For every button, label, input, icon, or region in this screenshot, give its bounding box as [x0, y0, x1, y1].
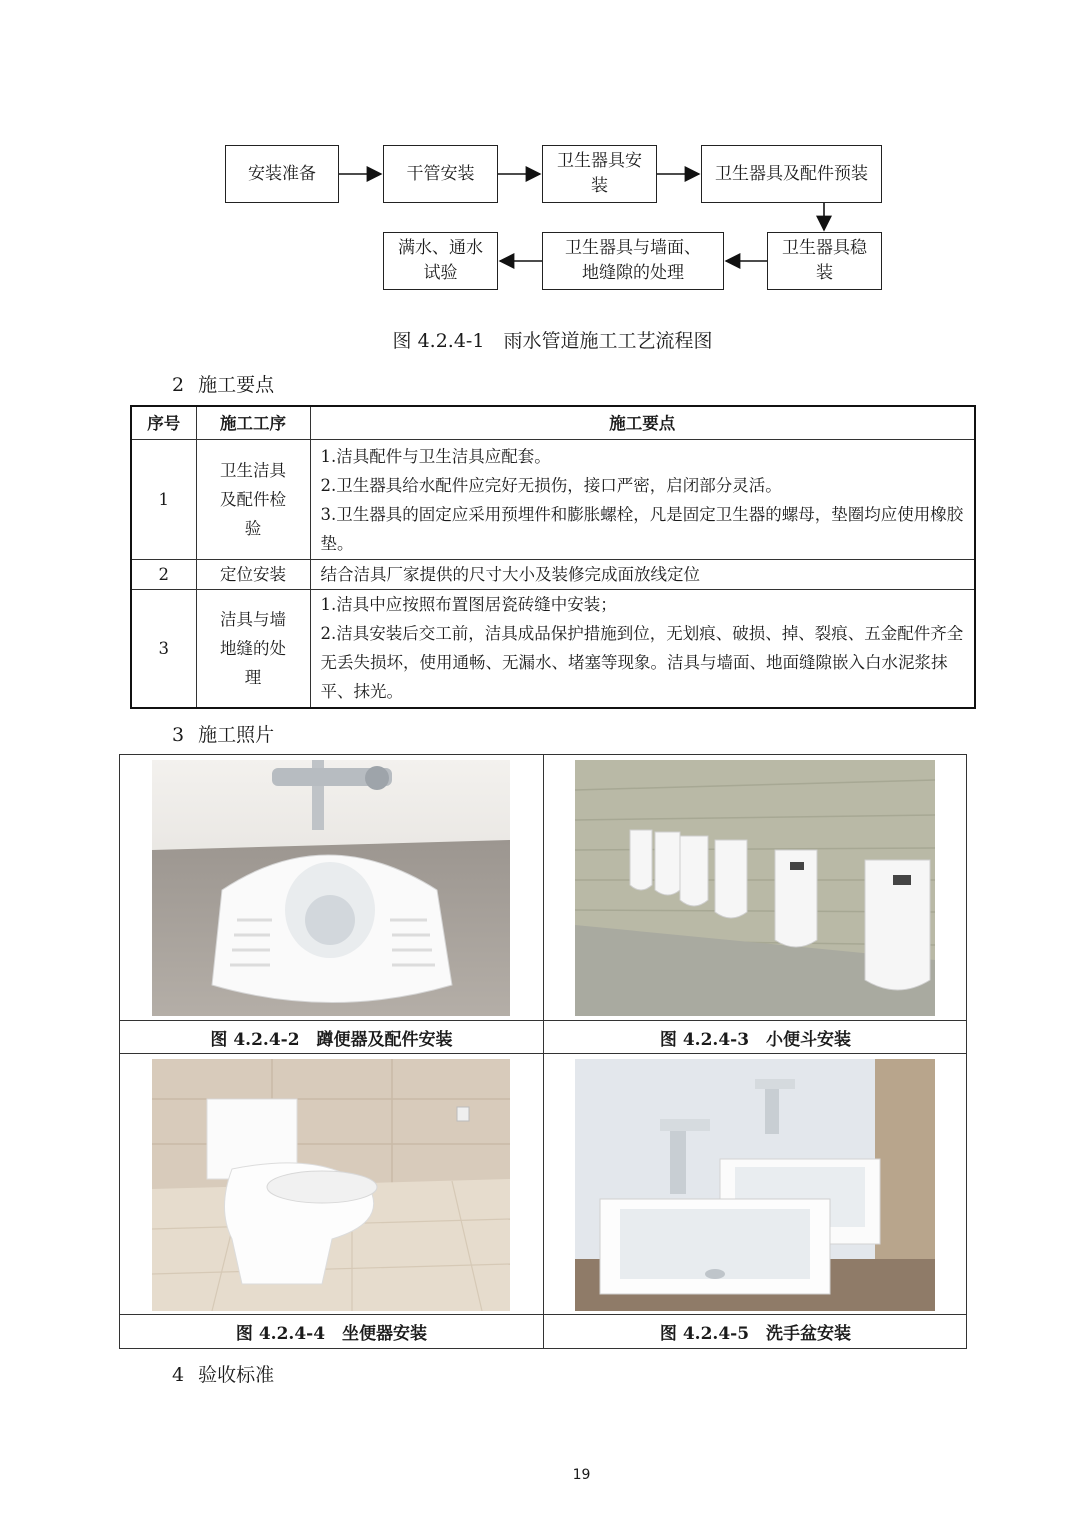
squat-toilet-photo — [152, 760, 510, 1016]
section-number: 4 — [172, 1364, 185, 1386]
flow-step-fixture-set: 卫生器具稳装 — [767, 232, 882, 290]
section-number: 2 — [172, 374, 185, 396]
row-points — [310, 560, 975, 590]
row-no: 1 — [131, 440, 196, 560]
sitting-toilet-photo — [152, 1059, 510, 1311]
flow-step-main-pipe: 干管安装 — [383, 145, 498, 203]
photo-caption: 图 4.2.4-5 洗手盆安装 — [659, 1324, 852, 1344]
point-line: 1.洁具配件与卫生洁具应配套。 — [320, 446, 551, 466]
row-no: 2 — [131, 560, 196, 590]
section-heading-4 — [172, 1360, 274, 1387]
photo-caption: 图 4.2.4-2 蹲便器及配件安装 — [210, 1030, 453, 1050]
page-number: 19 — [572, 1467, 591, 1483]
point-line: 2.洁具安装后交工前，洁具成品保护措施到位，无划痕、破损、掉、裂痕、五金配件齐全无丢失损坏，使用通畅、无漏水、堵塞等现象。洁具与墙面、地面缝隙嵌入白水泥浆抹平、抹光。 — [320, 624, 964, 702]
section-number: 3 — [172, 724, 185, 746]
row-process: 定位安装 — [196, 560, 310, 590]
section-heading-2 — [172, 370, 274, 397]
urinal-photo — [575, 760, 935, 1016]
row-process: 卫生洁具及配件检验 — [196, 440, 310, 560]
point-line: 1.洁具中应按照布置图居瓷砖缝中安装； — [320, 595, 617, 615]
section-heading-3 — [172, 720, 274, 747]
table-row — [131, 590, 975, 708]
flowchart-caption: 图 4.2.4-1 雨水管道施工工艺流程图 — [392, 330, 713, 352]
flow-step-preparation: 安装准备 — [225, 145, 339, 203]
photo-caption: 图 4.2.4-3 小便斗安装 — [659, 1030, 852, 1050]
flow-step-gap-treatment: 卫生器具与墙面、地缝隙的处理 — [542, 232, 724, 290]
row-process: 洁具与墙地缝的处理 — [196, 590, 310, 708]
table-header-row — [131, 406, 975, 440]
row-points — [310, 590, 975, 708]
table-row — [131, 440, 975, 560]
washbasin-photo — [575, 1059, 935, 1311]
photo-caption: 图 4.2.4-4 坐便器安装 — [235, 1324, 428, 1344]
point-line: 3.卫生器具的固定应采用预埋件和膨胀螺栓，凡是固定卫生器的螺母，垫圈均应使用橡胶垫。 — [320, 504, 964, 553]
section-title: 验收标准 — [198, 1364, 275, 1386]
photo-grid — [119, 754, 967, 1349]
header-process: 施工工序 — [196, 406, 310, 440]
section-title: 施工照片 — [198, 724, 275, 746]
section-title: 施工要点 — [198, 374, 275, 396]
point-line: 结合洁具厂家提供的尺寸大小及装修完成面放线定位 — [320, 565, 700, 584]
construction-points-table — [130, 405, 976, 709]
flow-step-preassembly: 卫生器具及配件预装 — [701, 145, 882, 203]
header-points: 施工要点 — [310, 406, 975, 440]
point-line: 2.卫生器具给水配件应完好无损伤，接口严密，启闭部分灵活。 — [320, 475, 782, 495]
flow-arrows — [0, 0, 1080, 320]
header-no: 序号 — [131, 406, 196, 440]
flow-step-fixture-install: 卫生器具安装 — [542, 145, 657, 203]
flow-step-water-test: 满水、通水试验 — [383, 232, 498, 290]
row-no: 3 — [131, 590, 196, 708]
table-row — [131, 560, 975, 590]
row-points — [310, 440, 975, 560]
